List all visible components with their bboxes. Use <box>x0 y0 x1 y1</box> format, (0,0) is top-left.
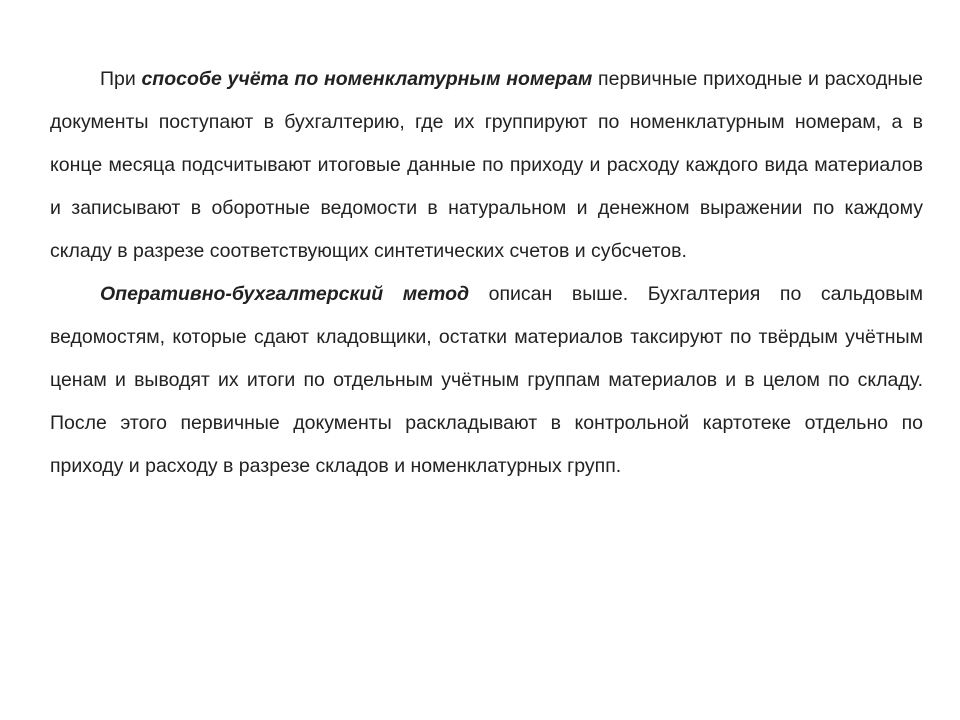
paragraph-nomenclature-method <box>50 58 923 273</box>
emphasis-operative-method: Оперативно-бухгалтерский метод <box>100 283 470 305</box>
paragraph-body: описан выше. Бухгалтерия по сальдовым ведомостям, которые сдают кладовщики, остатки материалов таксируют по твёрдым учётным ценам и выводят их итоги по отдельным учётным группам материалов и в целом по складу. После этого первичные документы раскладывают в контрольной картотеке отдельно по приходу и расходу в разрезе складов и номенклатурных групп. <box>50 283 923 477</box>
paragraph-operative-method <box>50 273 923 488</box>
paragraph-lead: При <box>100 68 142 90</box>
emphasis-nomenclature-method: способе учёта по номенклатурным номерам <box>141 68 593 90</box>
text-body <box>50 58 923 488</box>
paragraph-body: первичные приходные и расходные документы поступают в бухгалтерию, где их группируют по номенклатурным номерам, а в конце месяца подсчитывают итоговые данные по приходу и расходу каждого вида материалов и записывают в оборотные ведомости в натуральном и денежном выражении по каждому складу в разрезе соответствующих синтетических счетов и субсчетов. <box>50 68 923 262</box>
